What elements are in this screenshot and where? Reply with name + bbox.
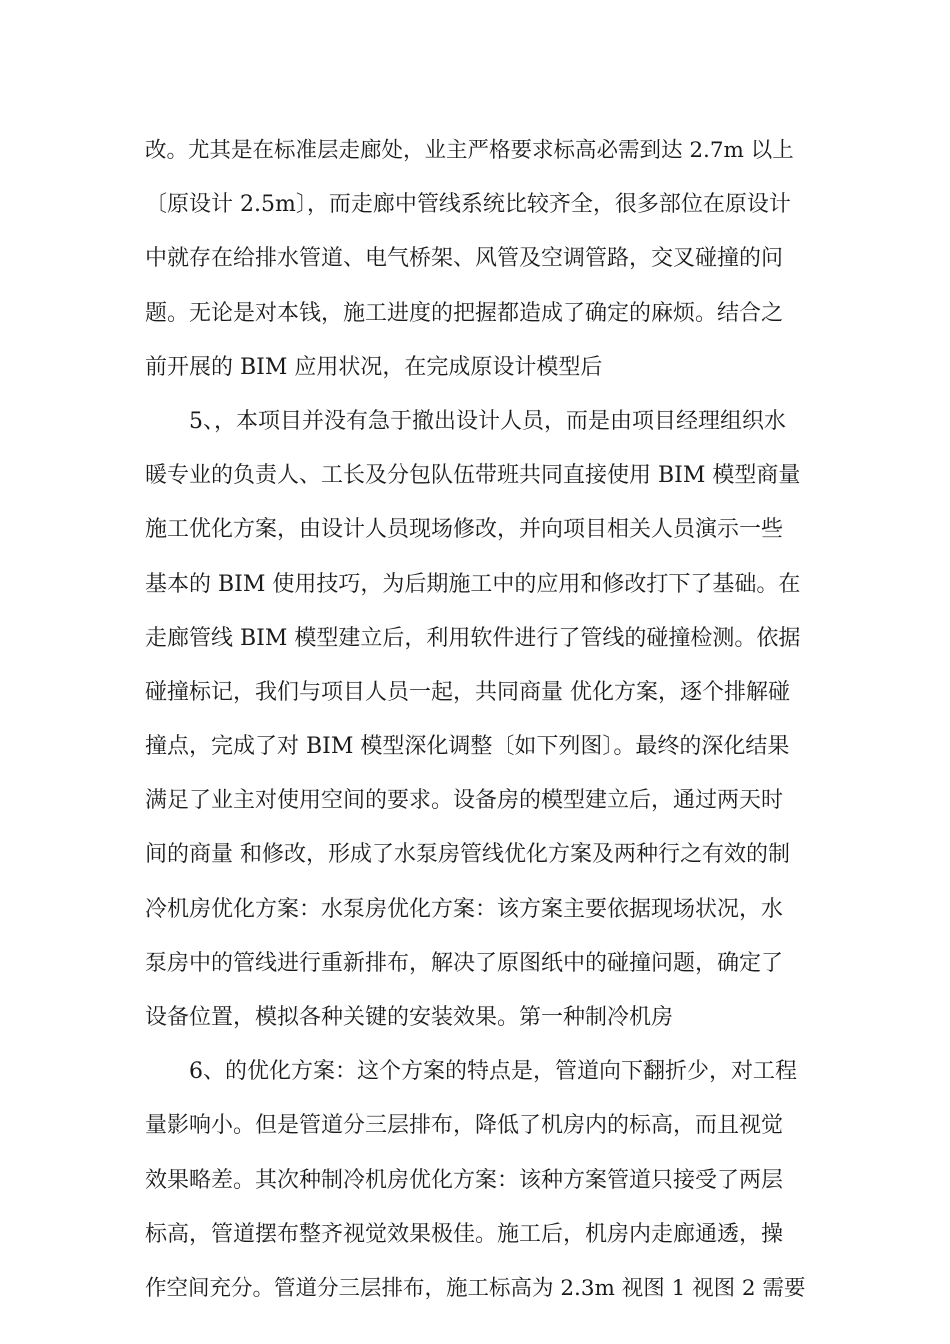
- text-line: 量影响小。但是管道分三层排布，降低了机房内的标高，而且视觉: [145, 1113, 784, 1139]
- text-line: 泵房中的管线进行重新排布，解决了原图纸中的碰撞问题，确定了: [145, 950, 784, 976]
- text-line: 暖专业的负责人、工长及分包队伍带班共同直接使用 BIM 模型商量: [145, 463, 801, 489]
- paragraph-3: [145, 1045, 807, 1316]
- body-text: [145, 124, 807, 1316]
- text-line: 标高，管道摆布整齐视觉效果极佳。施工后，机房内走廊通透，操: [145, 1221, 784, 1247]
- text-line: 改。尤其是在标准层走廊处，业主严格要求标高必需到达 2.7m 以上: [145, 138, 794, 163]
- text-line: 走廊管线 BIM 模型建立后，利用软件进行了管线的碰撞检测。依据: [145, 625, 801, 651]
- text-line: 5、，本项目并没有急于撤出设计人员，而是由项目经理组织水: [189, 408, 786, 434]
- text-line: 前开展的 BIM 应用状况，在完成原设计模型后: [145, 354, 603, 380]
- text-line: 中就存在给排水管道、电气桥架、风管及空调管路，交叉碰撞的问: [145, 246, 784, 272]
- text-line: 〔原设计 2.5m〕，而走廊中管线系统比较齐全，很多部位在原设计: [145, 192, 791, 218]
- text-line: 冷机房优化方案：水泵房优化方案：该方案主要依据现场状况，水: [145, 896, 784, 922]
- text-line: 施工优化方案，由设计人员现场修改，并向项目相关人员演示一些: [145, 517, 784, 543]
- text-line: 基本的 BIM 使用技巧，为后期施工中的应用和修改打下了基础。在: [145, 571, 801, 597]
- paragraph-1: [145, 124, 807, 395]
- text-line: 撞点，完成了对 BIM 模型深化调整〔如下列图〕。最终的深化结果: [145, 734, 790, 760]
- text-line: 题。无论是对本钱，施工进度的把握都造成了确定的麻烦。结合之: [145, 300, 784, 326]
- text-line: 6、的优化方案：这个方案的特点是，管道向下翻折少，对工程: [189, 1059, 797, 1085]
- paragraph-2: [145, 395, 807, 1045]
- text-line: 间的商量 和修改，形成了水泵房管线优化方案及两种行之有效的制: [145, 842, 790, 868]
- text-line: 碰撞标记，我们与项目人员一起，共同商量 优化方案，逐个排解碰: [145, 679, 790, 705]
- text-line: 效果略差。其次种制冷机房优化方案：该种方案管道只接受了两层: [145, 1167, 784, 1193]
- text-line: 满足了业主对使用空间的要求。设备房的模型建立后，通过两天时: [145, 788, 784, 814]
- text-line: 作空间充分。管道分三层排布，施工标高为 2.3m 视图 1 视图 2 需要: [145, 1275, 806, 1301]
- text-line: 设备位置，模拟各种关键的安装效果。第一种制冷机房: [145, 1005, 674, 1030]
